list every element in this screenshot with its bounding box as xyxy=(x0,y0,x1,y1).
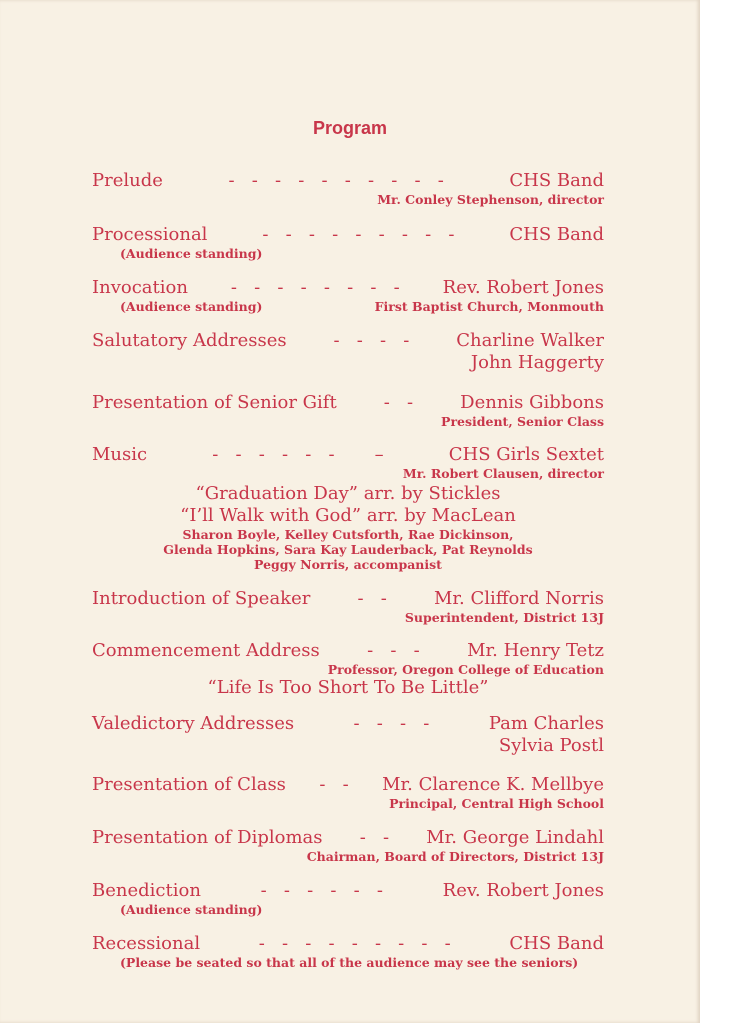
item-performer: Rev. Robert Jones xyxy=(442,277,604,298)
singer-names: Sharon Boyle, Kelley Cutsforth, Rae Dickinson, xyxy=(182,527,514,542)
program-item-introduction xyxy=(92,588,604,625)
page-margin xyxy=(700,0,740,1023)
accompanist-name: Peggy Norris, accompanist xyxy=(254,557,442,572)
item-label: Presentation of Class xyxy=(92,774,286,795)
item-label: Processional xyxy=(92,224,208,245)
item-performer: Pam Charles xyxy=(488,713,604,734)
song-title: “I’ll Walk with God” arr. by MacLean xyxy=(180,505,516,526)
item-performer: Mr. Henry Tetz xyxy=(467,640,604,661)
item-performer: CHS Band xyxy=(509,170,604,191)
item-label: Benediction xyxy=(92,880,201,901)
leader-dashes: - - - xyxy=(367,640,420,661)
program-item-benediction xyxy=(92,880,604,917)
item-label: Presentation of Diplomas xyxy=(92,827,323,848)
item-performer: Dennis Gibbons xyxy=(460,392,604,413)
item-performer: CHS Band xyxy=(509,933,604,954)
leader-dashes: - - - - - - xyxy=(260,880,383,901)
item-performer: Mr. Clarence K. Mellbye xyxy=(382,774,604,795)
leader-dashes: - - - - - - - - xyxy=(230,277,400,298)
program-title: Program xyxy=(312,118,388,138)
item-label: Prelude xyxy=(92,170,163,191)
program-item-music xyxy=(92,444,604,572)
leader-dashes: - - - - xyxy=(333,330,410,351)
program-item-processional xyxy=(92,224,604,261)
program-item-recessional xyxy=(92,933,604,970)
address-topic: “Life Is Too Short To Be Little” xyxy=(207,677,489,698)
leader-dashes: - - - - - - - - - - xyxy=(228,170,444,191)
item-performer-2: John Haggerty xyxy=(470,352,604,373)
item-note: (Audience standing) xyxy=(120,902,263,917)
item-note: President, Senior Class xyxy=(441,414,604,429)
item-note: (Audience standing) xyxy=(120,299,263,314)
item-note: Mr. Robert Clausen, director xyxy=(402,466,604,481)
program-item-prelude xyxy=(92,170,604,207)
leader-dashes: - - xyxy=(319,774,349,795)
item-note: (Please be seated so that all of the audience may see the seniors) xyxy=(120,955,579,970)
leader-dashes: - - - - - - – xyxy=(212,444,384,465)
leader-dashes: - - xyxy=(357,588,387,609)
program-item-diplomas xyxy=(92,827,604,864)
item-performer: CHS Girls Sextet xyxy=(448,444,604,465)
program-item-invocation xyxy=(92,277,604,314)
item-note: Mr. Conley Stephenson, director xyxy=(377,192,604,207)
item-label: Introduction of Speaker xyxy=(92,588,311,609)
singer-names: Glenda Hopkins, Sara Kay Lauderback, Pat Reynolds xyxy=(163,542,533,557)
item-note: (Audience standing) xyxy=(120,246,263,261)
item-label: Presentation of Senior Gift xyxy=(92,392,337,413)
item-label: Music xyxy=(92,444,148,465)
item-performer: Mr. Clifford Norris xyxy=(433,588,604,609)
program-item-salutatory xyxy=(92,330,604,374)
item-label: Recessional xyxy=(92,933,201,954)
program-item-senior-gift xyxy=(92,392,604,429)
program-item-commencement-address xyxy=(92,640,604,699)
item-performer: CHS Band xyxy=(509,224,604,245)
item-performer: Rev. Robert Jones xyxy=(442,880,604,901)
song-title: “Graduation Day” arr. by Stickles xyxy=(195,483,501,504)
item-note: Professor, Oregon College of Education xyxy=(327,662,604,677)
item-note: Principal, Central High School xyxy=(389,796,604,811)
leader-dashes: - - - - - - - - - xyxy=(262,224,455,245)
item-note: First Baptist Church, Monmouth xyxy=(374,299,604,314)
leader-dashes: - - xyxy=(383,392,414,413)
item-performer: Charline Walker xyxy=(456,330,604,351)
program-item-presentation-class xyxy=(92,774,604,811)
leader-dashes: - - - - xyxy=(353,713,430,734)
item-note: Superintendent, District 13J xyxy=(404,610,604,625)
item-note: Chairman, Board of Directors, District 13J xyxy=(306,849,604,864)
leader-dashes: - - - - - - - - - xyxy=(258,933,451,954)
leader-dashes: - - xyxy=(359,827,390,848)
item-label: Salutatory Addresses xyxy=(92,330,287,351)
item-label: Commencement Address xyxy=(92,640,320,661)
program-item-valedictory xyxy=(92,713,604,757)
item-label: Invocation xyxy=(92,277,188,298)
item-performer-2: Sylvia Postl xyxy=(498,735,604,756)
item-label: Valedictory Addresses xyxy=(92,713,295,734)
item-performer: Mr. George Lindahl xyxy=(426,827,604,848)
